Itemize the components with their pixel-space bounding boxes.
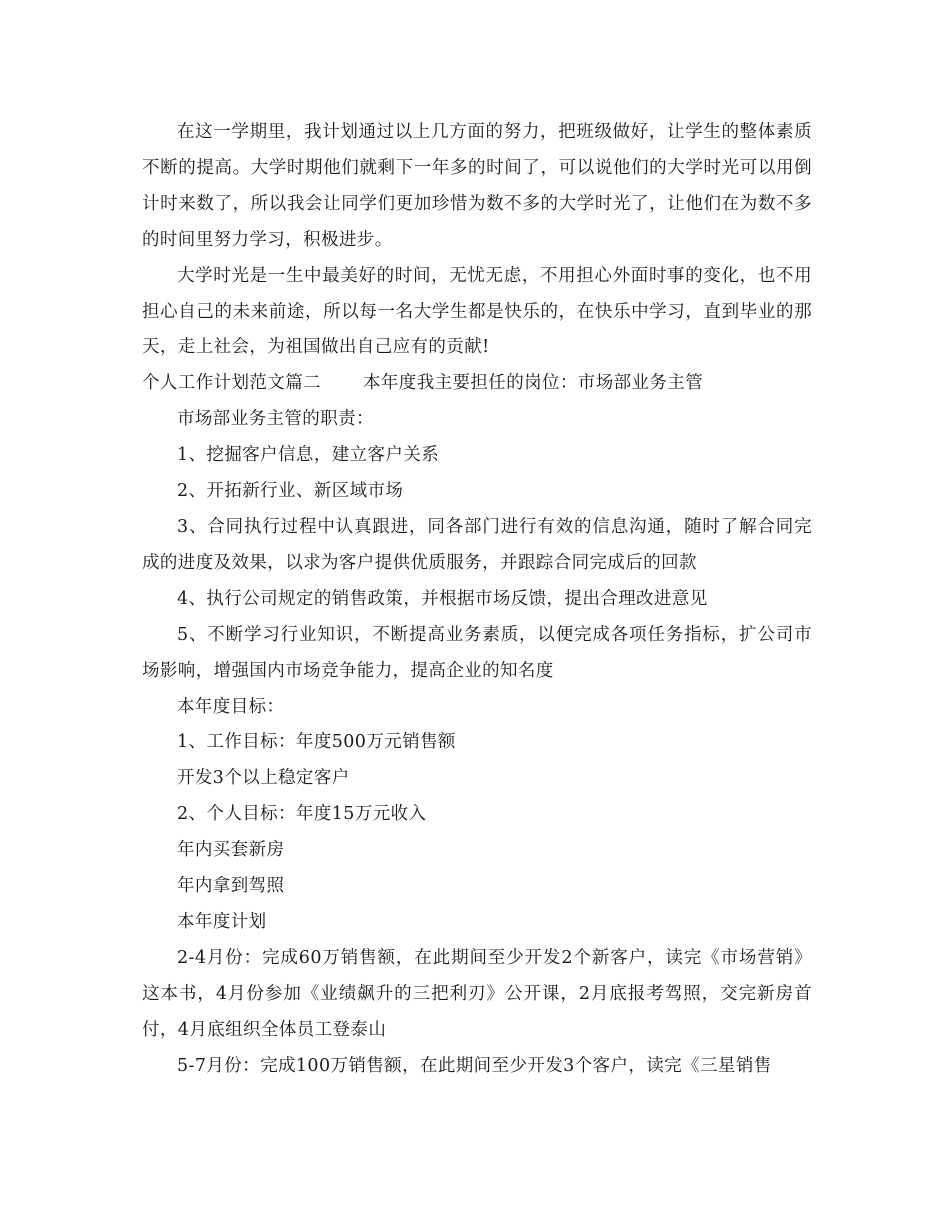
goals-heading: 本年度目标： [177,696,285,717]
plan-item: 2-4月份：完成60万销售额，在此期间至少开发2个新客户，读完《市场营销》这本书，4月份参加《业绩飙升的三把利刃》公开课，2月底报考驾照，交完新房首付，4月底组织全体员工登泰山 [142,947,812,1040]
plan-heading: 本年度计划 [177,911,267,932]
document-body [142,115,812,1084]
paragraph-class-plan: 在这一学期里，我计划通过以上几方面的努力，把班级做好，让学生的整体素质不断的提高。大学时期他们就剩下一年多的时间了，可以说他们的大学时光可以用倒计时来数了，所以我会让同学们更加珍惜为数不多的大学时光了，让他们在为数不多的时间里努力学习，积极进步。 [142,122,812,250]
section-title: 个人工作计划范文篇二 [142,373,321,394]
section-intro: 本年度我主要担任的岗位：市场部业务主管 [363,373,704,394]
goal-item: 1、工作目标：年度500万元销售额 [177,732,456,753]
plan-item: 5-7月份：完成100万销售额，在此期间至少开发3个客户，读完《三星销售 [177,1055,772,1076]
goal-item: 年内买套新房 [177,840,285,861]
section-heading-line [142,366,812,402]
duty-item: 2、开拓新行业、新区域市场 [177,481,404,502]
duty-item: 5、不断学习行业知识，不断提高业务素质，以便完成各项任务指标，扩公司市场影响，增强国内市场竞争能力，提高企业的知名度 [142,624,812,681]
paragraph-college-time: 大学时光是一生中最美好的时间，无忧无虑，不用担心外面时事的变化，也不用担心自己的未来前途，所以每一名大学生都是快乐的，在快乐中学习，直到毕业的那天，走上社会，为祖国做出自己应有的贡献! [142,265,812,358]
goal-item: 年内拿到驾照 [177,876,285,897]
goal-item: 开发3个以上稳定客户 [177,768,350,789]
duty-item: 3、合同执行过程中认真跟进，同各部门进行有效的信息沟通，随时了解合同完成的进度及效果，以求为客户提供优质服务，并跟踪合同完成后的回款 [142,516,812,573]
duties-heading: 市场部业务主管的职责： [177,409,374,430]
duty-item: 1、挖掘客户信息，建立客户关系 [177,445,440,466]
goal-item: 2、个人目标：年度15万元收入 [177,804,427,825]
duty-item: 4、执行公司规定的销售政策，并根据市场反馈，提出合理改进意见 [177,588,708,609]
